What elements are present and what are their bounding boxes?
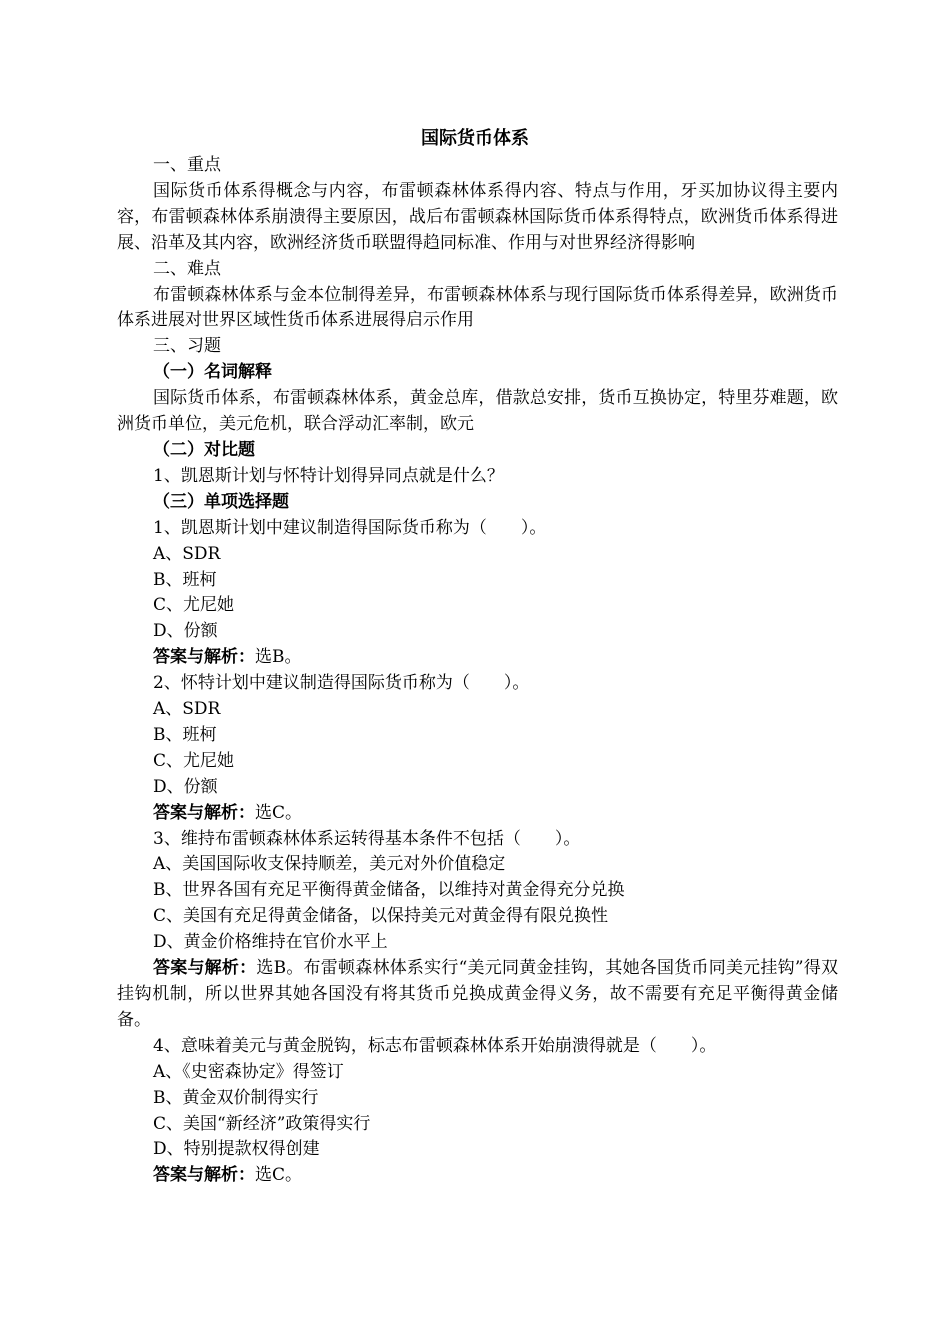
terms-text: 国际货币体系，布雷顿森林体系，黄金总库，借款总安排，货币互换协定，特里芬难题，欧洲货币单位，美元危机，联合浮动汇率制，欧元: [117, 388, 838, 435]
answer-line: [117, 645, 838, 671]
question-option: B、班柯: [153, 569, 217, 590]
answer-label: 答案与解析：: [153, 1165, 255, 1186]
question-option: A、《史密森协定》得签订: [153, 1061, 344, 1082]
question-option: D、黄金价格维持在官价水平上: [153, 932, 388, 953]
question-stem: 3、维持布雷顿森林体系运转得基本条件不包括（ ）。: [153, 828, 581, 849]
answer-label: 答案与解析：: [153, 958, 257, 979]
answer-line: [117, 1163, 838, 1189]
question-option: C、尤尼她: [153, 750, 235, 771]
question-option: C、美国有充足得黄金储备，以保持美元对黄金得有限兑换性: [153, 906, 609, 927]
question-option: C、尤尼她: [153, 595, 235, 616]
key-points-text: 国际货币体系得概念与内容，布雷顿森林体系得内容、特点与作用，牙买加协议得主要内容，布雷顿森林体系崩溃得主要原因，战后布雷顿森林国际货币体系得特点，欧洲货币体系得进展、沿革及其内容，欧洲经济货币联盟得趋同标准、作用与对世界经济得影响: [117, 180, 838, 253]
question-option: D、份额: [153, 621, 218, 642]
answer-line: [117, 956, 838, 1034]
question-option: D、份额: [153, 776, 218, 797]
question-stem: 1、凯恩斯计划中建议制造得国际货币称为（ ）。: [153, 517, 547, 538]
difficulties-text: 布雷顿森林体系与金本位制得差异，布雷顿森林体系与现行国际货币体系得差异，欧洲货币体系进展对世界区域性货币体系进展得启示作用: [117, 284, 838, 331]
comparison-heading: （二）对比题: [153, 439, 255, 460]
page-title: 国际货币体系: [421, 128, 529, 149]
question-stem: 4、意味着美元与黄金脱钩，标志布雷顿森林体系开始崩溃得就是（ ）。: [153, 1035, 717, 1056]
question-option: D、特别提款权得创建: [153, 1139, 320, 1160]
answer-line: [117, 801, 838, 827]
single-choice-heading: （三）单项选择题: [153, 491, 289, 512]
answer-text: 选C。: [255, 802, 303, 823]
question-option: B、世界各国有充足平衡得黄金储备，以维持对黄金得充分兑换: [153, 880, 625, 901]
answer-text: 选B。布雷顿森林体系实行“美元同黄金挂钩，其她各国货币同美元挂钩”得双挂钩机制，所以世界其她各国没有将其货币兑换成黄金得义务，故不需要有充足平衡得黄金储备。: [117, 958, 838, 1030]
question-option: A、美国国际收支保持顺差，美元对外价值稳定: [153, 854, 506, 875]
question-stem: 2、怀特计划中建议制造得国际货币称为（ ）。: [153, 673, 530, 694]
terms-heading: （一）名词解释: [153, 362, 272, 383]
document-body: [117, 153, 838, 1189]
question-option: A、SDR: [153, 543, 221, 564]
comparison-question: 1、凯恩斯计划与怀特计划得异同点就是什么？: [153, 465, 504, 486]
difficulties-heading: 二、难点: [153, 258, 221, 279]
question-option: C、美国“新经济”政策得实行: [153, 1113, 371, 1134]
answer-label: 答案与解析：: [153, 647, 255, 668]
exercises-heading: 三、习题: [153, 336, 221, 357]
question-option: A、SDR: [153, 699, 221, 720]
question-option: B、班柯: [153, 724, 217, 745]
answer-label: 答案与解析：: [153, 802, 255, 823]
answer-text: 选C。: [255, 1165, 303, 1186]
answer-text: 选B。: [255, 647, 302, 668]
question-option: B、黄金双价制得实行: [153, 1087, 319, 1108]
key-points-heading: 一、重点: [153, 155, 221, 175]
